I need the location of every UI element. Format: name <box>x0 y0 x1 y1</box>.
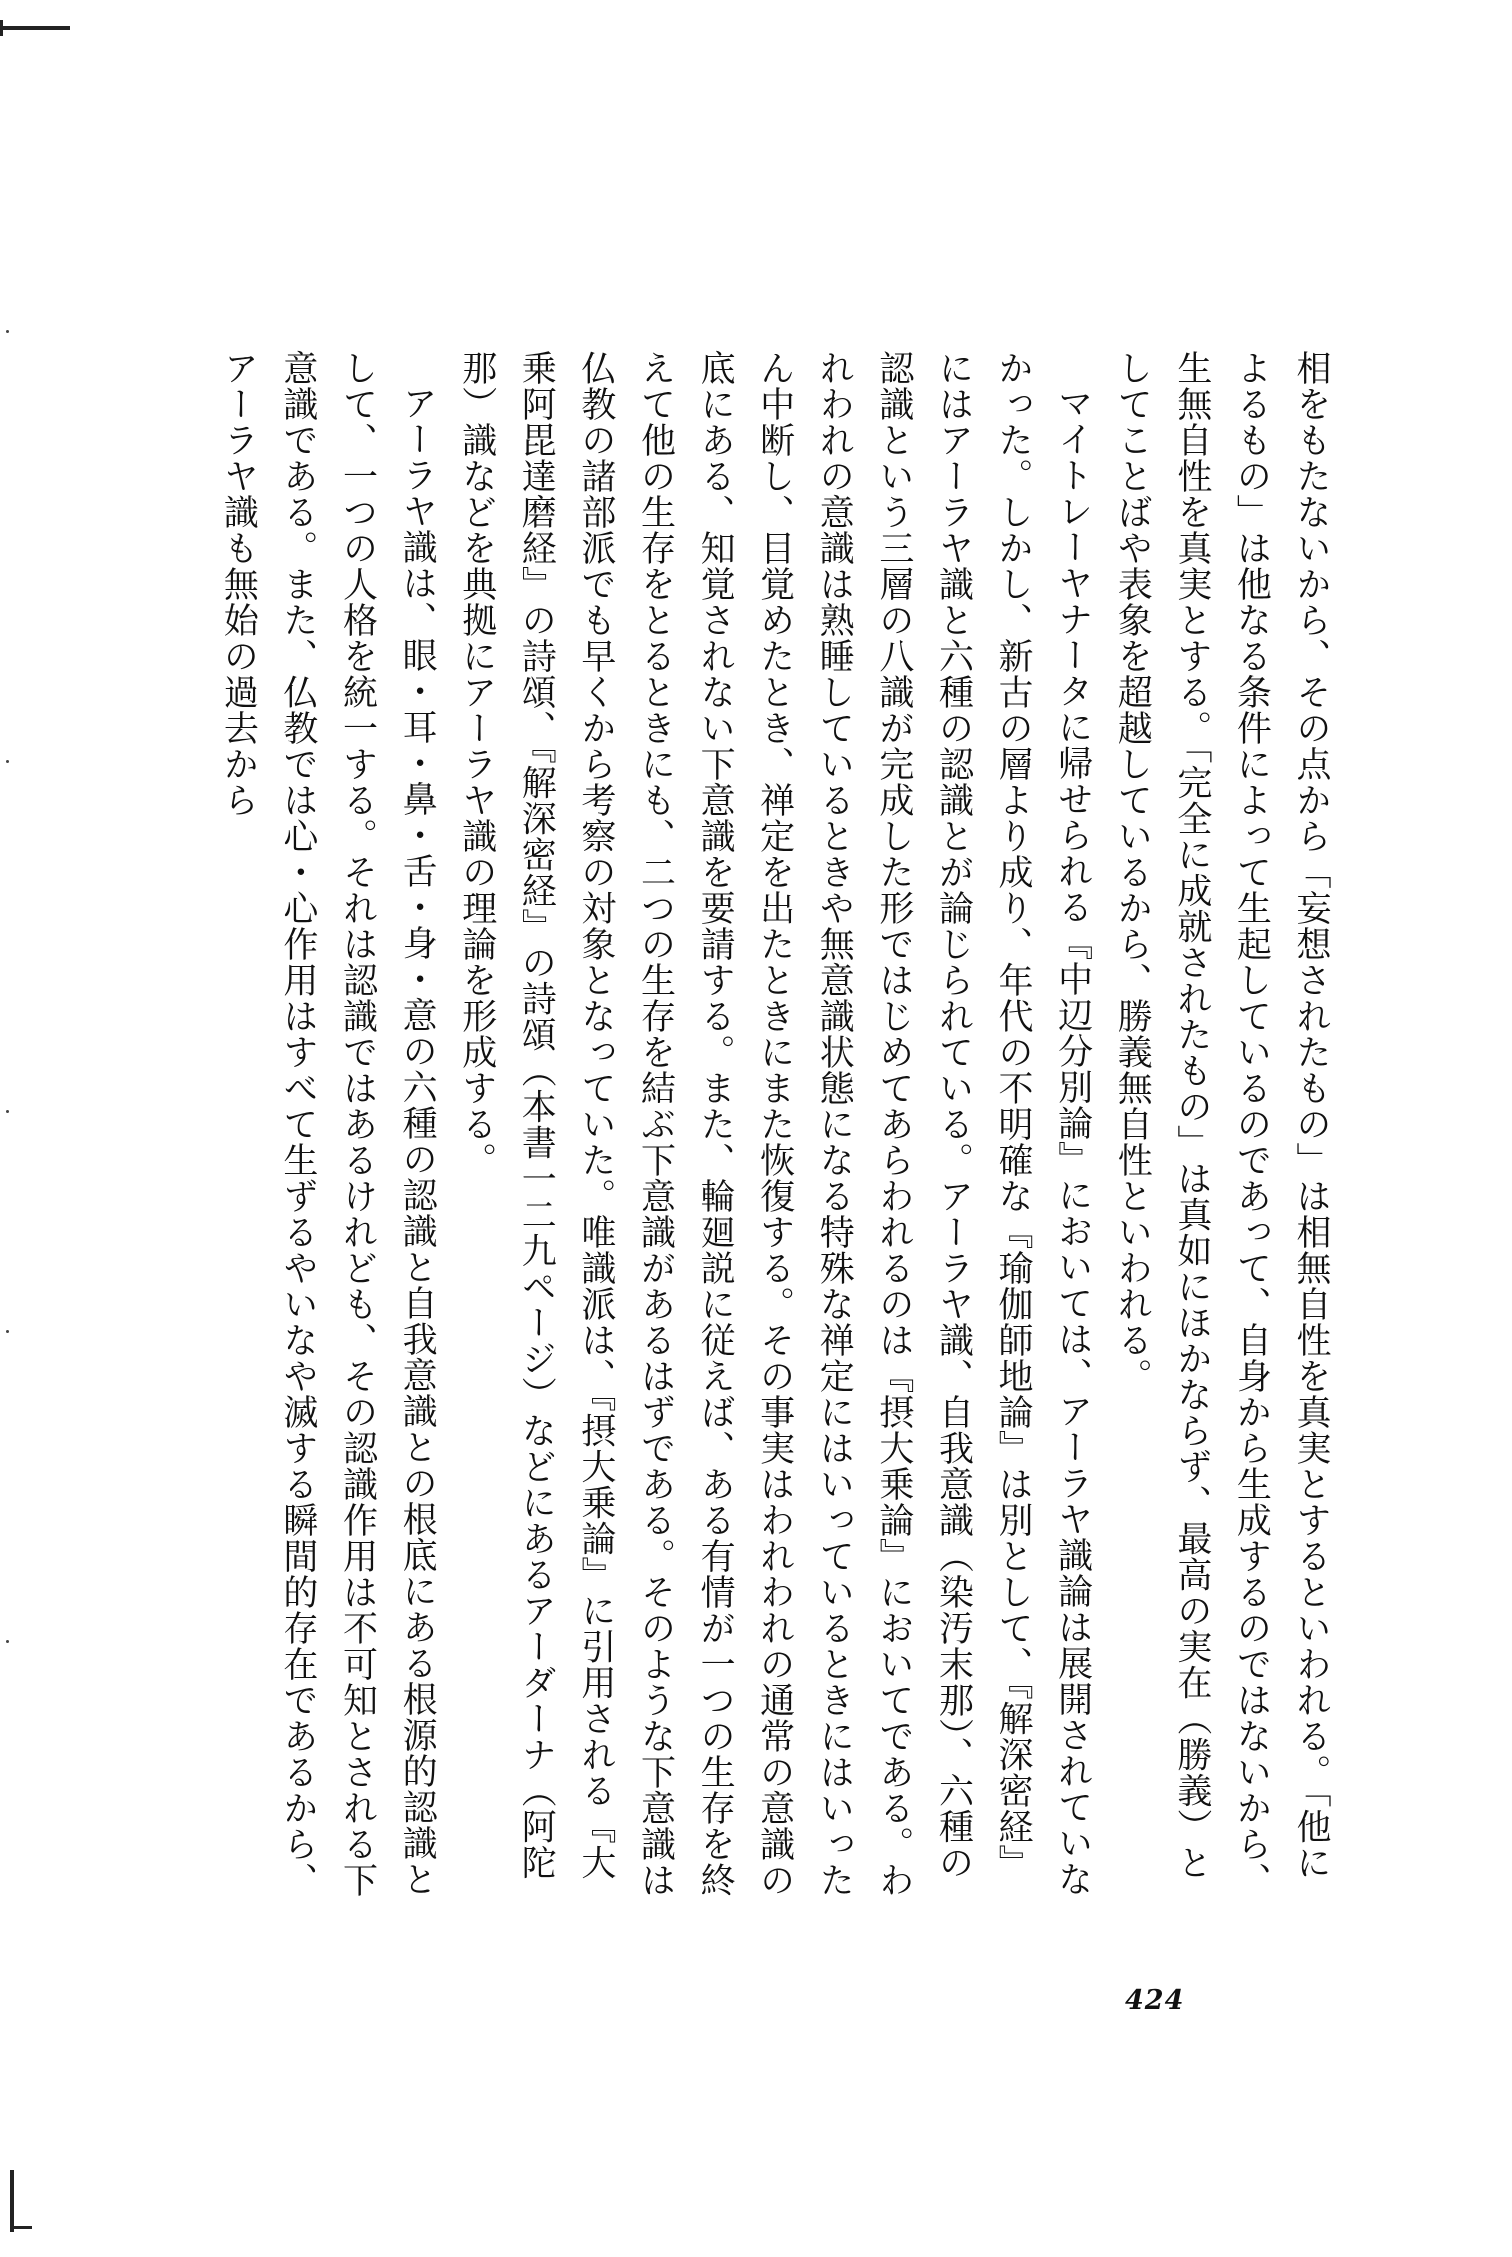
scan-corner-mark-bottom <box>10 2170 14 2232</box>
paragraph-2: マイトレーヤナータに帰せられる『中辺分別論』においては、アーラヤ識論は展開されていなかった。しかし、新古の層より成り、年代の不明確な『瑜伽師地論』は別として、『解深密経』にはアーラヤ識と六種の認識とが論じられている。アーラヤ識、自我意識（染汚末那）、六種の認識という三層の八識が完成した形ではじめてあらわれるのは『摂大乗論』においてである。われわれの意識は熟睡しているときや無意識状態になる特殊な禅定にはいっているときにはいったん中断し、目覚めたとき、禅定を出たときにまた恢復する。その事実はわれわれの通常の意識の底にある、知覚されない下意識を要請する。また、輪廻説に従えば、ある有情が一つの生存を終えて他の生存をとるときにも、二つの生存を結ぶ下意識があるはずである。そのような下意識は仏教の諸部派でも早くから考察の対象となっていた。唯識派は、『摂大乗論』に引用される『大乗阿毘達磨経』の詩頌、『解深密経』の詩頌（本書一二九ページ）などにあるアーダーナ（阿陀那）識などを典拠にアーラヤ識の理論を形成する。 <box>456 350 1093 1898</box>
scan-speck <box>6 760 9 763</box>
scan-corner-mark-top-vertical <box>0 20 3 36</box>
page-number: 424 <box>1125 1985 1185 2016</box>
body-text <box>218 350 1340 1910</box>
scan-speck <box>6 1330 9 1333</box>
paragraph-1: 相をもたないから、その点から「妄想されたもの」は相無自性を真実とするといわれる。「他によるもの」は他なる条件によって生起しているのであって、自身から生成するのではないから、生無自性を真実とする。「完全に成就されたもの」は真如にほかならず、最高の実在（勝義）としてことばや表象を超越しているから、勝義無自性といわれる。 <box>1112 350 1331 1898</box>
scan-speck <box>6 330 9 333</box>
paragraph-3: アーラヤ識は、眼・耳・鼻・舌・身・意の六種の認識と自我意識との根底にある根源的認識として、一つの人格を統一する。それは認識ではあるけれども、その認識作用は不可知とされる下意識である。また、仏教では心・心作用はすべて生ずるやいなや滅する瞬間的存在であるから、アーラヤ識も無始の過去から <box>218 350 438 1898</box>
scan-corner-mark-bottom-horizontal <box>10 2226 32 2229</box>
scan-speck <box>6 1640 9 1643</box>
scan-speck <box>6 1110 9 1113</box>
scan-corner-mark-top <box>0 26 70 30</box>
